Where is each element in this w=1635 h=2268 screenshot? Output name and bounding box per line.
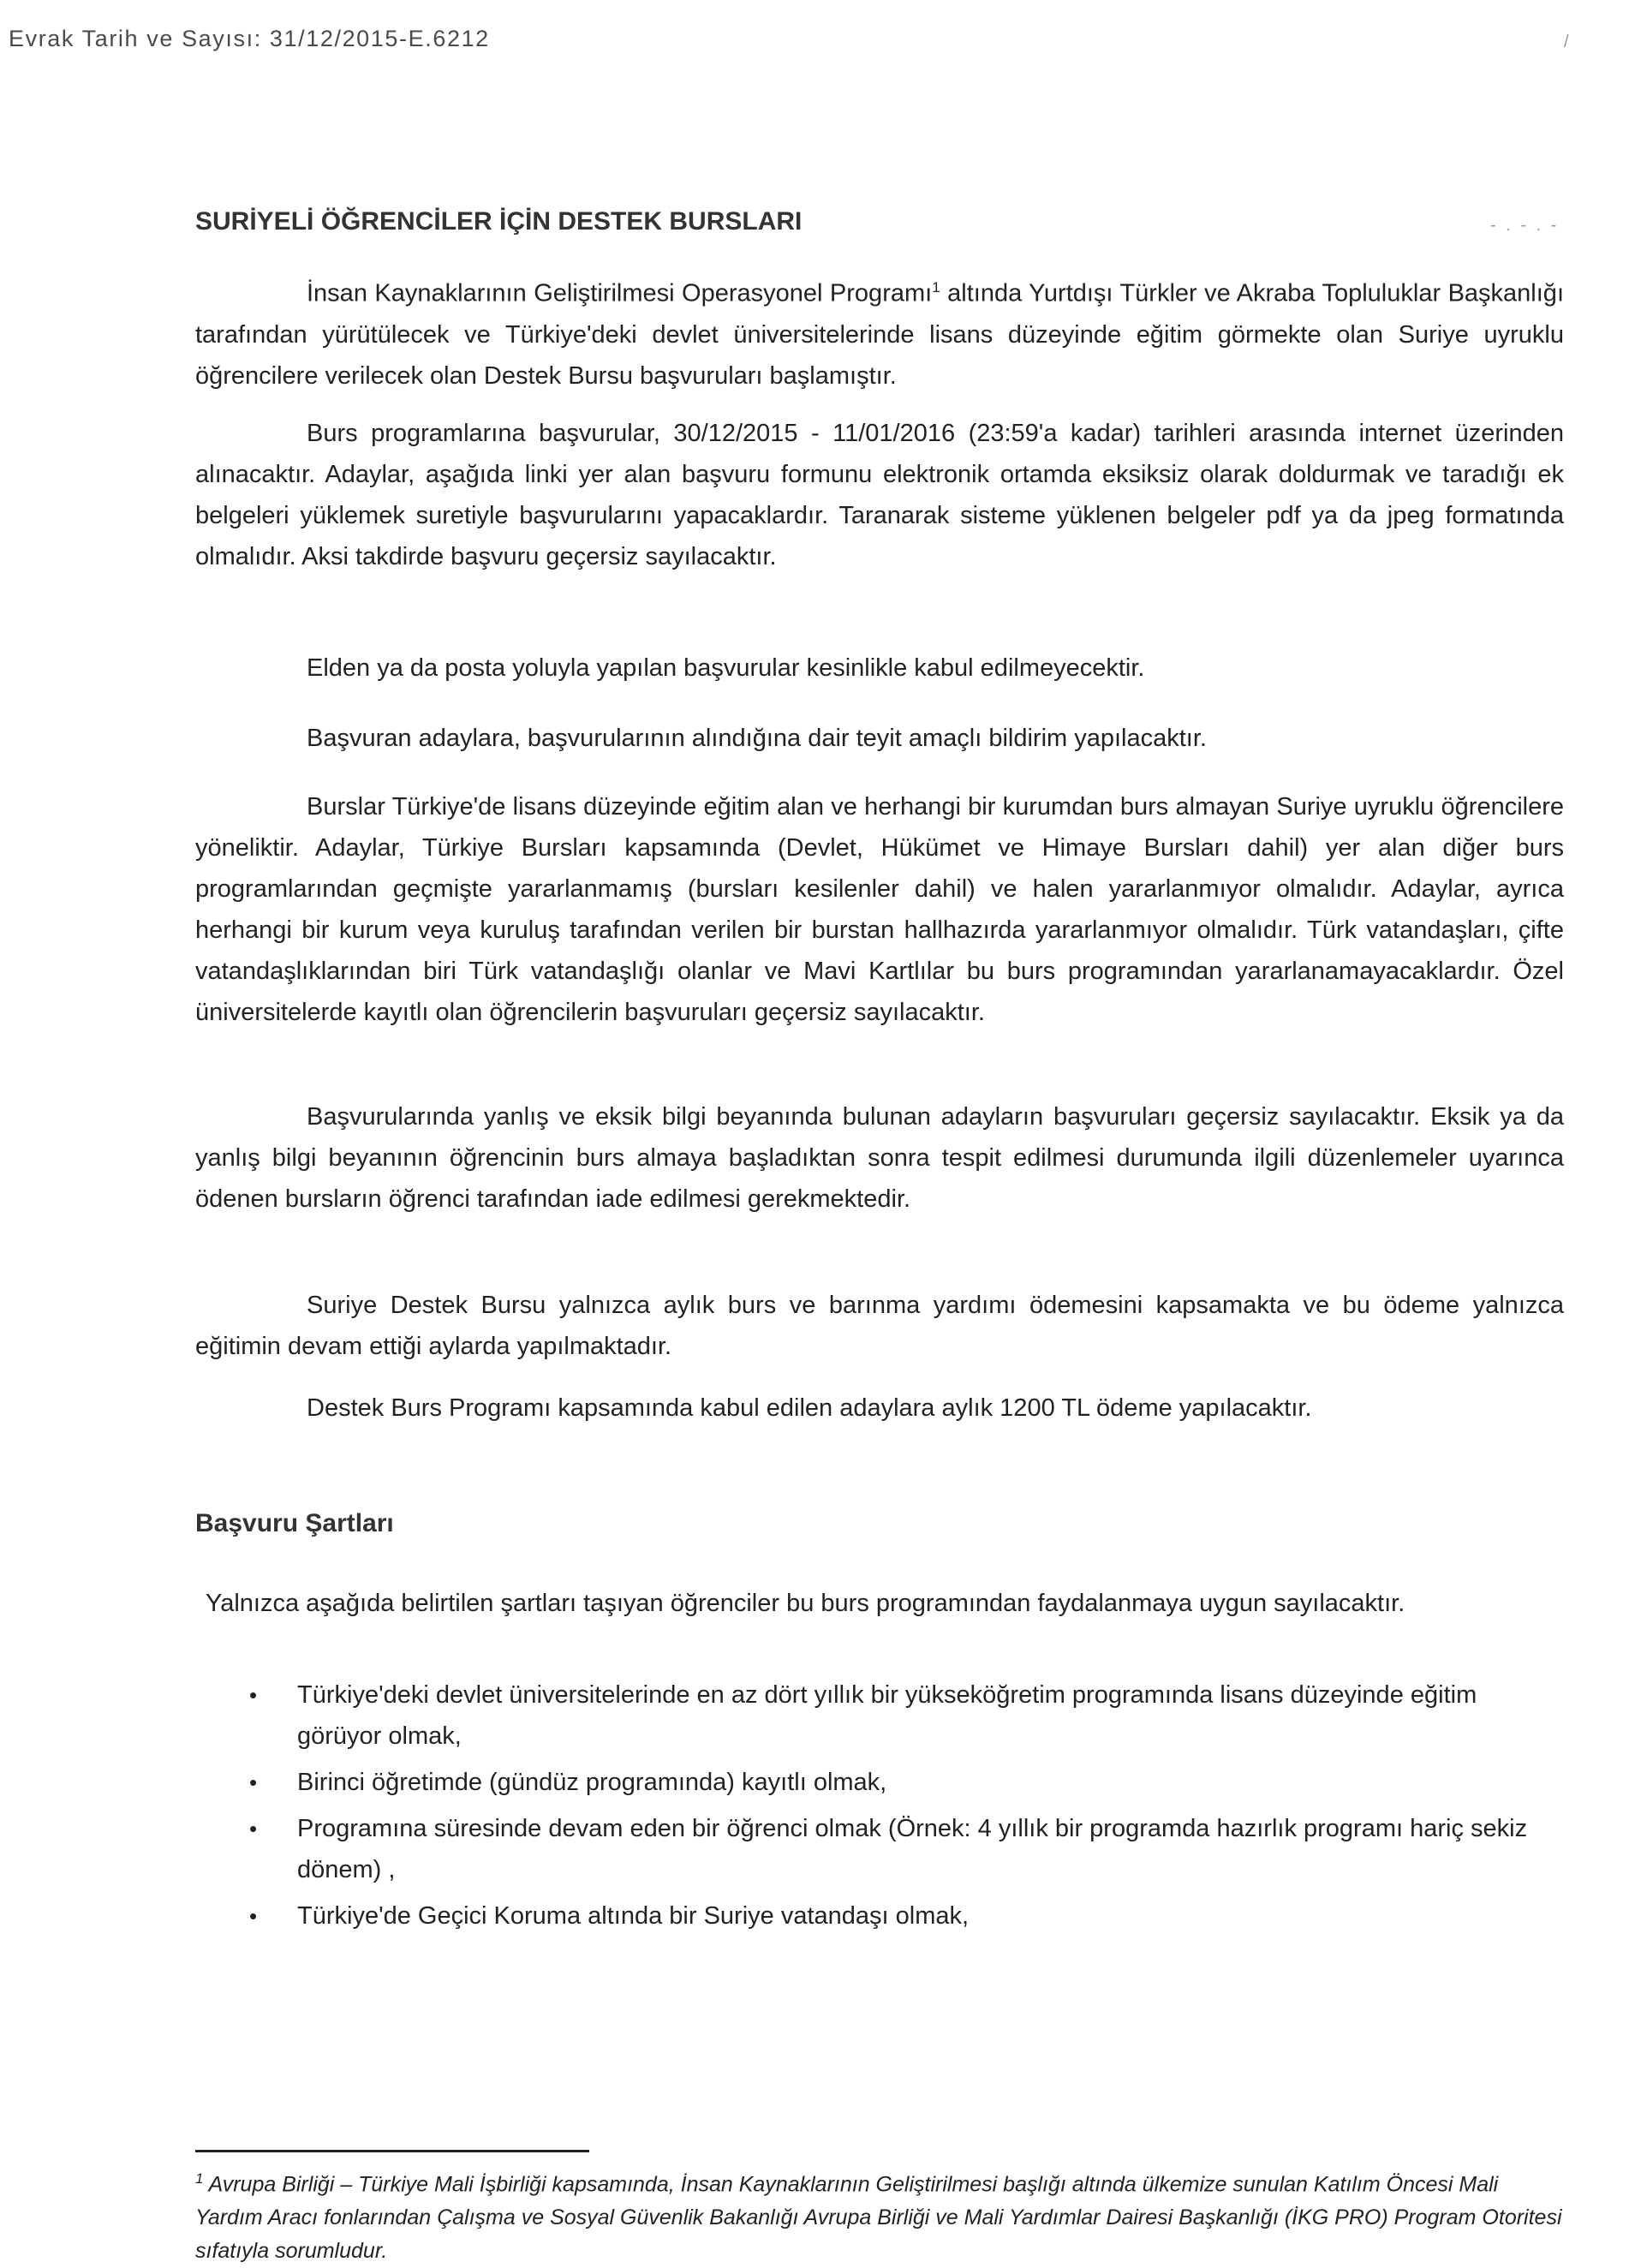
requirements-heading: Başvuru Şartları [195,1509,394,1537]
scope-paragraph: Suriye Destek Bursu yalnızca aylık burs ve barınma yardımı ödemesini kapsamakta ve bu ödeme yalnızca eğitimin devam ettiği aylarda yapılmaktadır. [195,1292,1564,1360]
page-title: SURİYELİ ÖĞRENCİLER İÇİN DESTEK BURSLARI [195,207,803,236]
scan-speck: - . - . - [1490,216,1560,235]
footnote-marker: 1 [195,2170,204,2187]
footnote-text: Avrupa Birliği – Türkiye Mali İşbirliği kapsamında, İnsan Kaynaklarının Geliştirilmesi başlığı altında ülkemize sunulan Katılım Öncesi Mali Yardım Aracı fonlarından Çalışma ve Sosyal Güvenlik Bakanlığı Avrupa Birliği ve Mali Yardımlar Dairesi Başkanlığı (İKG PRO) Program Otoritesi sıfatıyla sorumludur. [195,2172,1562,2264]
list-item-text: Türkiye'de Geçici Koruma altında bir Suriye vatandaşı olmak, [297,1902,970,1930]
document-date-number: Evrak Tarih ve Sayısı: 31/12/2015-E.6212 [9,26,490,51]
list-item-text: Birinci öğretimde (gündüz programında) kayıtlı olmak, [297,1769,887,1796]
intro-paragraph [195,267,1564,397]
footnote-reference: 1 [932,279,940,295]
requirements-lead: Yalnızca aşağıda belirtilen şartları taşıyan öğrenciler bu burs programından faydalanmaya uygun sayılacaktır. [206,1590,1405,1617]
list-item-text: Türkiye'deki devlet üniversitelerinde en az dört yıllık bir yükseköğretim programında lisans düzeyinde eğitim görüyor olmak, [297,1681,1477,1750]
intro-text-end: altında Yurtdışı Türkler ve Akraba Topluluklar Başkanlığı tarafından yürütülecek ve Türkiye'deki devlet üniversitelerinde lisans düzeyinde eğitim görmekte olan Suriye uyruklu öğrencilere verilecek olan Destek Bursu başvuruları başlamıştır. [195,279,1564,390]
footnote [195,2162,1564,2268]
false-info-paragraph: Başvurularında yanlış ve eksik bilgi beyanında bulunan adayların başvuruları geçersiz sayılacaktır. Eksik ya da yanlış bilgi beyanının öğrencinin burs almaya başladıktan sonra tespit edilmesi durumunda ilgili düzenlemeler uyarınca ödenen bursların öğrenci tarafından iade edilmesi gerekmektedir. [195,1103,1564,1213]
scan-speck: / [1564,33,1569,51]
list-item [244,1674,1563,1757]
bullet-icon: • [249,1903,258,1929]
payment-paragraph: Destek Burs Programı kapsamında kabul edilen adaylara aylık 1200 TL ödeme yapılacaktır. [307,1394,1312,1422]
confirmation-paragraph: Başvuran adaylara, başvurularının alındığına dair teyit amaçlı bildirim yapılacaktır. [307,725,1207,752]
no-mail-paragraph: Elden ya da posta yoluyla yapılan başvurular kesinlikle kabul edilmeyecektir. [307,654,1145,682]
bullet-icon: • [249,1816,258,1841]
intro-text-start: İnsan Kaynaklarının Geliştirilmesi Operasyonel Programı [307,279,933,307]
list-item-text: Programına süresinde devam eden bir öğrenci olmak (Örnek: 4 yıllık bir programda hazırlık programı hariç sekiz dönem) , [297,1815,1528,1883]
bullet-icon: • [249,1682,258,1708]
list-item [244,1895,1563,1937]
list-item [244,1808,1563,1890]
eligibility-paragraph: Burslar Türkiye'de lisans düzeyinde eğitim alan ve herhangi bir kurumdan burs almayan Suriye uyruklu öğrencilere yöneliktir. Adaylar, Türkiye Bursları kapsamında (Devlet, Hükümet ve Himaye Bursları dahil) yer alan diğer burs programlarından geçmişte yararlanmamış (bursları kesilenler dahil) ve halen yararlanmıyor olmalıdır. Adaylar, ayrıca herhangi bir kurum veya kuruluş tarafından verilen bir burstan hallhazırda yararlanmıyor olmalıdır. Türk vatandaşları, çifte vatandaşlıklarından biri Türk vatandaşlığı olanlar ve Mavi Kartlılar bu burs programından yararlanamayacaklardır. Özel üniversitelerde kayıtlı olan öğrencilerin başvuruları geçersiz sayılacaktır. [195,793,1564,1026]
bullet-icon: • [249,1770,258,1795]
footnote-divider [195,2150,589,2152]
requirements-list [244,1674,1563,1942]
list-item [244,1762,1563,1803]
application-dates-paragraph: Burs programlarına başvurular, 30/12/2015 - 11/01/2016 (23:59'a kadar) tarihleri arasında internet üzerinden alınacaktır. Adaylar, aşağıda linki yer alan başvuru formunu elektronik ortamda eksiksiz olarak doldurmak ve taradığı ek belgeleri yüklemek suretiyle başvurularını yapacaklardır. Taranarak sisteme yüklenen belgeler pdf ya da jpeg formatında olmalıdır. Aksi takdirde başvuru geçersiz sayılacaktır. [195,420,1564,570]
